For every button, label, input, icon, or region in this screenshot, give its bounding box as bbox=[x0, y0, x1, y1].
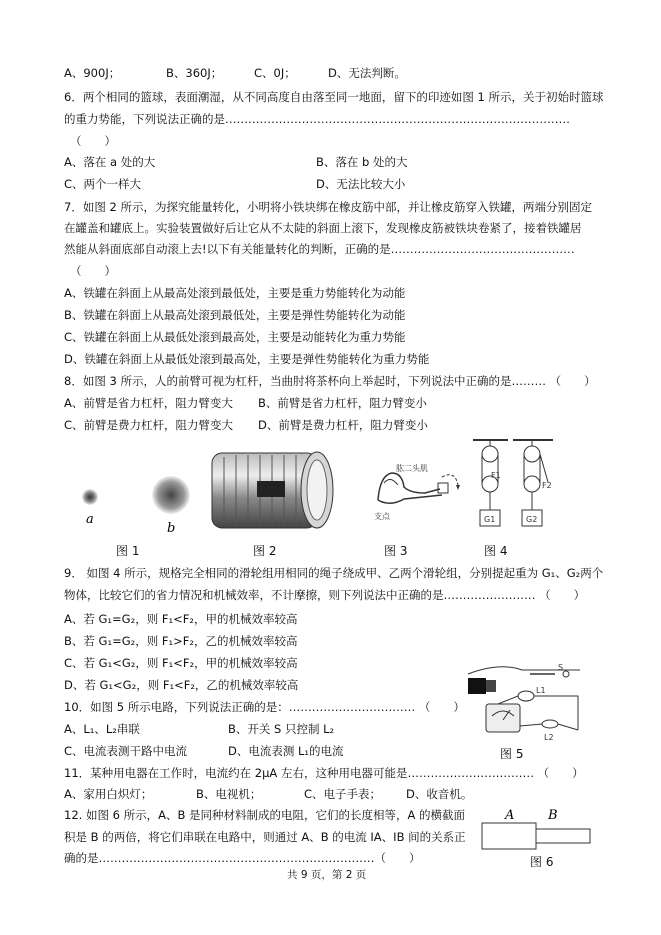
q11-option-d: D、收音机。 bbox=[406, 787, 473, 801]
q5-option-a: A、900J； bbox=[64, 66, 121, 80]
fig5-label-s: S bbox=[558, 663, 564, 672]
mark-a bbox=[82, 489, 98, 505]
q6-stem: 的重力势能，下列说法正确的是……………………………………………………………………………… bbox=[64, 112, 570, 126]
q6-option-c: C、两个一样大 bbox=[64, 177, 142, 191]
figure-3-arm-lever bbox=[370, 455, 465, 530]
q8-option-a: A、前臂是省力杠杆，阻力臂变大 bbox=[64, 396, 233, 410]
q11-option-a: A、家用白炽灯； bbox=[64, 787, 153, 801]
q7-stem: 然能从斜面底部自动滚上去!以下有关能量转化的判断，正确的是………………………………………… bbox=[64, 242, 575, 256]
q7-option-c: C、铁罐在斜面上从最低处滚到最高处，主要是动能转化为重力势能 bbox=[64, 330, 406, 344]
fig4-label-f1: F1 bbox=[491, 471, 501, 480]
q9-option-d: D、若 G₁<G₂，则 F₁<F₂，乙的机械效率较高 bbox=[64, 678, 299, 692]
q12-stem: 积是 B 的两倍，将它们串联在电路中，则通过 A、B 的电流 IA、IB 间的关系正 bbox=[64, 830, 466, 844]
fig4-label-f2: F2 bbox=[542, 481, 552, 490]
q8-option-b: B、前臂是省力杠杆，阻力臂变小 bbox=[258, 396, 427, 410]
q10-option-b: B、开关 S 只控制 L₂ bbox=[228, 722, 335, 736]
q7-answer-paren: （ ） bbox=[70, 264, 116, 278]
q10-option-a: A、L₁、L₂串联 bbox=[64, 722, 140, 736]
figure-2-caption: 图 2 bbox=[253, 544, 277, 558]
page-footer: 共 9 页，第 2 页 bbox=[287, 869, 367, 881]
q6-stem: 6．两个相同的篮球，表面潮湿，从不同高度自由落至同一地面，留下的印迹如图 1 所示，关于初始时篮球 bbox=[64, 90, 604, 104]
q7-option-d: D、铁罐在斜面上从最低处滚到最高处，主要是弹性势能转化为重力势能 bbox=[64, 352, 430, 366]
q6-option-d: D、无法比较大小 bbox=[316, 177, 406, 191]
q7-stem: 7．如图 2 所示，为探究能量转化，小明将小铁块绑在橡皮筋中部，并让橡皮筋穿入铁罐，两端分别固定 bbox=[64, 200, 592, 214]
q11-stem: 11．某种用电器在工作时，电流约在 2μA 左右，这种用电器可能是…………………………… （ ） bbox=[64, 766, 584, 780]
q7-option-b: B、铁罐在斜面上从最高处滚到最低处，主要是弹性势能转化为动能 bbox=[64, 308, 406, 322]
q5-option-c: C、0J； bbox=[254, 66, 296, 80]
q10-stem: 10．如图 5 所示电路，下列说法正确的是：…………………………… （ ） bbox=[64, 700, 465, 714]
q7-option-a: A、铁罐在斜面上从最高处滚到最低处，主要是重力势能转化为动能 bbox=[64, 286, 406, 300]
q7-stem: 在罐盖和罐底上。实验装置做好后让它从不太陡的斜面上滚下，发现橡皮筋被铁块卷紧了，接着铁罐居 bbox=[64, 221, 582, 235]
q9-option-b: B、若 G₁=G₂，则 F₁>F₂，乙的机械效率较高 bbox=[64, 634, 298, 648]
q12-stem: 12. 如图 6 所示，A、B 是同种材料制成的电阻，它们的长度相等，A 的横截面 bbox=[64, 808, 466, 822]
figure-6-caption: 图 6 bbox=[530, 855, 554, 869]
q6-option-b: B、落在 b 处的大 bbox=[316, 155, 408, 169]
fig5-label-l1: L1 bbox=[536, 686, 546, 695]
fig6-label-b: B bbox=[548, 808, 558, 823]
figure-4-pulley-systems bbox=[468, 436, 558, 536]
figure-3-caption: 图 3 bbox=[384, 544, 408, 558]
q11-option-c: C、电子手表； bbox=[304, 787, 382, 801]
fig4-label-g1: G1 bbox=[484, 515, 496, 524]
q6-answer-paren: （ ） bbox=[70, 134, 116, 148]
q9-option-a: A、若 G₁=G₂，则 F₁<F₂，甲的机械效率较高 bbox=[64, 612, 298, 626]
figure-5-circuit bbox=[460, 660, 585, 745]
fig3-label-muscle: 肱二头肌 bbox=[396, 464, 428, 473]
fig3-label-fulcrum: 支点 bbox=[374, 512, 390, 521]
q10-option-d: D、电流表测 L₁的电流 bbox=[228, 744, 344, 758]
q6-option-a: A、落在 a 处的大 bbox=[64, 155, 156, 169]
fig1-label-b: b bbox=[167, 521, 176, 536]
q10-option-c: C、电流表测干路中电流 bbox=[64, 744, 188, 758]
figure-2-tin-can bbox=[202, 443, 342, 538]
fig4-label-g2: G2 bbox=[526, 515, 538, 524]
q8-option-c: C、前臂是费力杠杆，阻力臂变大 bbox=[64, 418, 234, 432]
q9-option-c: C、若 G₁<G₂，则 F₁<F₂，甲的机械效率较高 bbox=[64, 656, 298, 670]
fig5-label-l2: L2 bbox=[544, 733, 554, 742]
figure-1-caption: 图 1 bbox=[116, 544, 140, 558]
q12-stem: 确的是………………………………………………………………（ ） bbox=[64, 851, 421, 865]
q9-stem: 9． 如图 4 所示，规格完全相同的滑轮组用相同的绳子绕成甲、乙两个滑轮组，分别提起重为 G₁、G₂两个 bbox=[64, 566, 604, 580]
q11-option-b: B、电视机； bbox=[196, 787, 262, 801]
fig1-label-a: a bbox=[86, 512, 94, 527]
q8-stem: 8．如图 3 所示，人的前臂可视为杠杆，当曲肘将茶杯向上举起时，下列说法中正确的是……… （ ） bbox=[64, 374, 596, 388]
figure-1-basketball-marks bbox=[70, 468, 200, 538]
fig6-label-a: A bbox=[505, 808, 515, 823]
q9-stem: 物体，比较它们的省力情况和机械效率，不计摩擦，则下列说法中正确的是…………………… （ ） bbox=[64, 588, 586, 602]
figure-5-caption: 图 5 bbox=[500, 747, 524, 761]
q5-option-b: B、360J； bbox=[166, 66, 223, 80]
figure-4-caption: 图 4 bbox=[484, 544, 508, 558]
mark-b bbox=[152, 476, 190, 514]
q8-option-d: D、前臂是费力杠杆，阻力臂变小 bbox=[258, 418, 428, 432]
q5-option-d: D、无法判断。 bbox=[328, 66, 406, 80]
